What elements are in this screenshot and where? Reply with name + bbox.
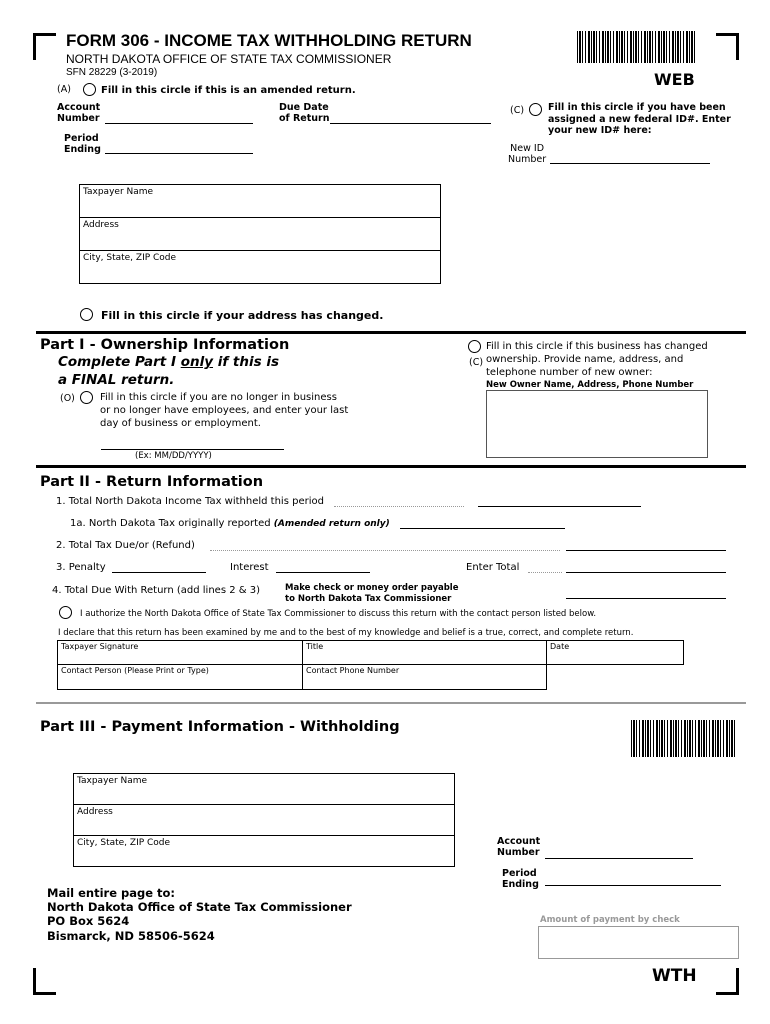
last-day-field[interactable] (101, 448, 284, 450)
mail-line-1: Mail entire page to: (47, 886, 176, 900)
p3-city-field[interactable] (73, 835, 455, 867)
out-of-business-circle[interactable] (80, 391, 93, 404)
line2-label: 2. Total Tax Due/or (Refund) (56, 540, 195, 551)
taxpayer-city-label: City, State, ZIP Code (83, 253, 177, 263)
part1-title: Part I - Ownership Information (40, 337, 290, 353)
due-date-field[interactable] (330, 122, 491, 124)
part1-sub-only: only (180, 354, 214, 370)
taxpayer-name-field[interactable] (79, 184, 441, 218)
line3-total-field[interactable] (566, 571, 726, 573)
divider-part2 (36, 465, 746, 468)
line3-penalty-label: 3. Penalty (56, 562, 106, 573)
taxpayer-city-field[interactable] (79, 250, 441, 284)
p3-period-ending-field[interactable] (545, 884, 721, 886)
new-id-text: Fill in this circle if you have been assigned a new federal ID#. Enter your new ID# here: (548, 102, 731, 136)
signature-field[interactable] (57, 640, 303, 665)
part1-subtitle-2: a FINAL return. (58, 372, 175, 388)
corner-mark-bottom-right (716, 968, 739, 995)
mail-line-2: North Dakota Office of State Tax Commissioner (47, 900, 352, 914)
line1a-text: 1a. North Dakota Tax originally reported (70, 518, 274, 529)
amount-field[interactable] (538, 926, 739, 959)
new-owner-label: New Owner Name, Address, Phone Number (486, 380, 694, 390)
line3-leader (528, 571, 562, 573)
amended-code: (A) (57, 84, 71, 95)
line4-field[interactable] (566, 597, 726, 599)
authorize-circle[interactable] (59, 606, 72, 619)
contact-phone-label: Contact Phone Number (306, 666, 400, 675)
title-field[interactable] (302, 640, 547, 665)
period-ending-field[interactable] (105, 152, 253, 154)
o-code: (O) (60, 393, 75, 404)
amended-text: Fill in this circle if this is an amended return. (101, 85, 356, 96)
account-number-field[interactable] (105, 122, 253, 124)
date-hint: (Ex: MM/DD/YYYY) (135, 451, 212, 461)
authorize-text: I authorize the North Dakota Office of State Tax Commissioner to discuss this return with the contact person listed below. (80, 609, 597, 619)
ownership-change-text: Fill in this circle if this business has changed ownership. Provide name, address, and telephone number of new owner: (486, 341, 708, 378)
p3-account-number-label: Account Number (497, 836, 541, 858)
taxpayer-address-label: Address (83, 220, 119, 230)
amount-label: Amount of payment by check (540, 915, 680, 925)
corner-mark-bottom-left (33, 968, 56, 995)
mail-line-4: Bismarck, ND 58506-5624 (47, 929, 215, 943)
line1a-field[interactable] (400, 527, 565, 529)
period-ending-label: Period Ending (64, 133, 101, 155)
web-tag: WEB (654, 70, 695, 89)
divider-part1 (36, 331, 746, 334)
address-changed-circle[interactable] (80, 308, 93, 321)
line2-leader (210, 549, 560, 551)
divider-part3 (36, 702, 746, 704)
p3-account-number-field[interactable] (545, 857, 693, 859)
line4-label: 4. Total Due With Return (add lines 2 & 3) (52, 585, 260, 596)
sfn-number: SFN 28229 (3-2019) (66, 67, 158, 78)
corner-mark-top-right (716, 33, 739, 60)
line1a-label (70, 518, 390, 529)
contact-phone-field[interactable] (302, 664, 547, 690)
p3-taxpayer-name-label: Taxpayer Name (77, 776, 148, 786)
date-field[interactable] (546, 640, 684, 665)
new-id-code: (C) (510, 105, 525, 116)
due-date-label: Due Date of Return (279, 102, 330, 124)
part3-title: Part III - Payment Information - Withholding (40, 719, 400, 735)
part1-subtitle (58, 354, 279, 370)
new-id-number-label: New ID Number (508, 143, 547, 165)
line1-leader (334, 505, 464, 507)
line2-field[interactable] (566, 549, 726, 551)
out-of-business-text: Fill in this circle if you are no longer in business or no longer have employees, and enter your last day of business or employment. (100, 392, 349, 429)
p3-taxpayer-name-field[interactable] (73, 773, 455, 805)
p3-address-field[interactable] (73, 804, 455, 836)
new-id-circle[interactable] (529, 103, 542, 116)
p3-address-label: Address (77, 807, 113, 817)
contact-person-field[interactable] (57, 664, 303, 690)
amended-circle[interactable] (83, 83, 96, 96)
mail-line-3: PO Box 5624 (47, 914, 130, 928)
date-label: Date (550, 642, 570, 651)
line1-field[interactable] (478, 505, 641, 507)
form-title: FORM 306 - INCOME TAX WITHHOLDING RETURN (66, 31, 472, 50)
wth-tag: WTH (652, 966, 697, 986)
line1-label: 1. Total North Dakota Income Tax withheld this period (56, 496, 324, 507)
penalty-field[interactable] (112, 571, 206, 573)
payable-note: Make check or money order payable to North Dakota Tax Commissioner (285, 583, 459, 604)
part1-sub1: Complete Part I (58, 354, 181, 370)
title-label: Title (306, 642, 324, 651)
signature-label: Taxpayer Signature (61, 642, 139, 651)
line3-enter-total-label: Enter Total (466, 562, 520, 573)
taxpayer-name-label: Taxpayer Name (83, 187, 154, 197)
line3-interest-label: Interest (230, 562, 269, 573)
barcode-top (577, 31, 695, 63)
address-changed-text: Fill in this circle if your address has changed. (101, 309, 384, 322)
new-id-number-field[interactable] (550, 162, 710, 164)
agency-name: NORTH DAKOTA OFFICE OF STATE TAX COMMISSIONER (66, 52, 392, 66)
corner-mark-top-left (33, 33, 56, 60)
part2-title: Part II - Return Information (40, 474, 264, 490)
ownership-change-circle[interactable] (468, 340, 481, 353)
line1a-emphasis: (Amended return only) (273, 519, 390, 529)
p3-period-ending-label: Period Ending (502, 868, 539, 890)
c-code: (C) (469, 357, 484, 368)
p3-city-label: City, State, ZIP Code (77, 838, 171, 848)
part1-sub2: if this is (213, 354, 280, 370)
interest-field[interactable] (276, 571, 370, 573)
barcode-bottom (631, 720, 735, 757)
contact-person-label: Contact Person (Please Print or Type) (61, 666, 209, 675)
taxpayer-address-field[interactable] (79, 217, 441, 251)
new-owner-field[interactable] (486, 390, 708, 458)
account-number-label: Account Number (57, 102, 101, 124)
declare-text: I declare that this return has been examined by me and to the best of my knowledge and belief is a true, correct, and complete return. (58, 628, 634, 638)
